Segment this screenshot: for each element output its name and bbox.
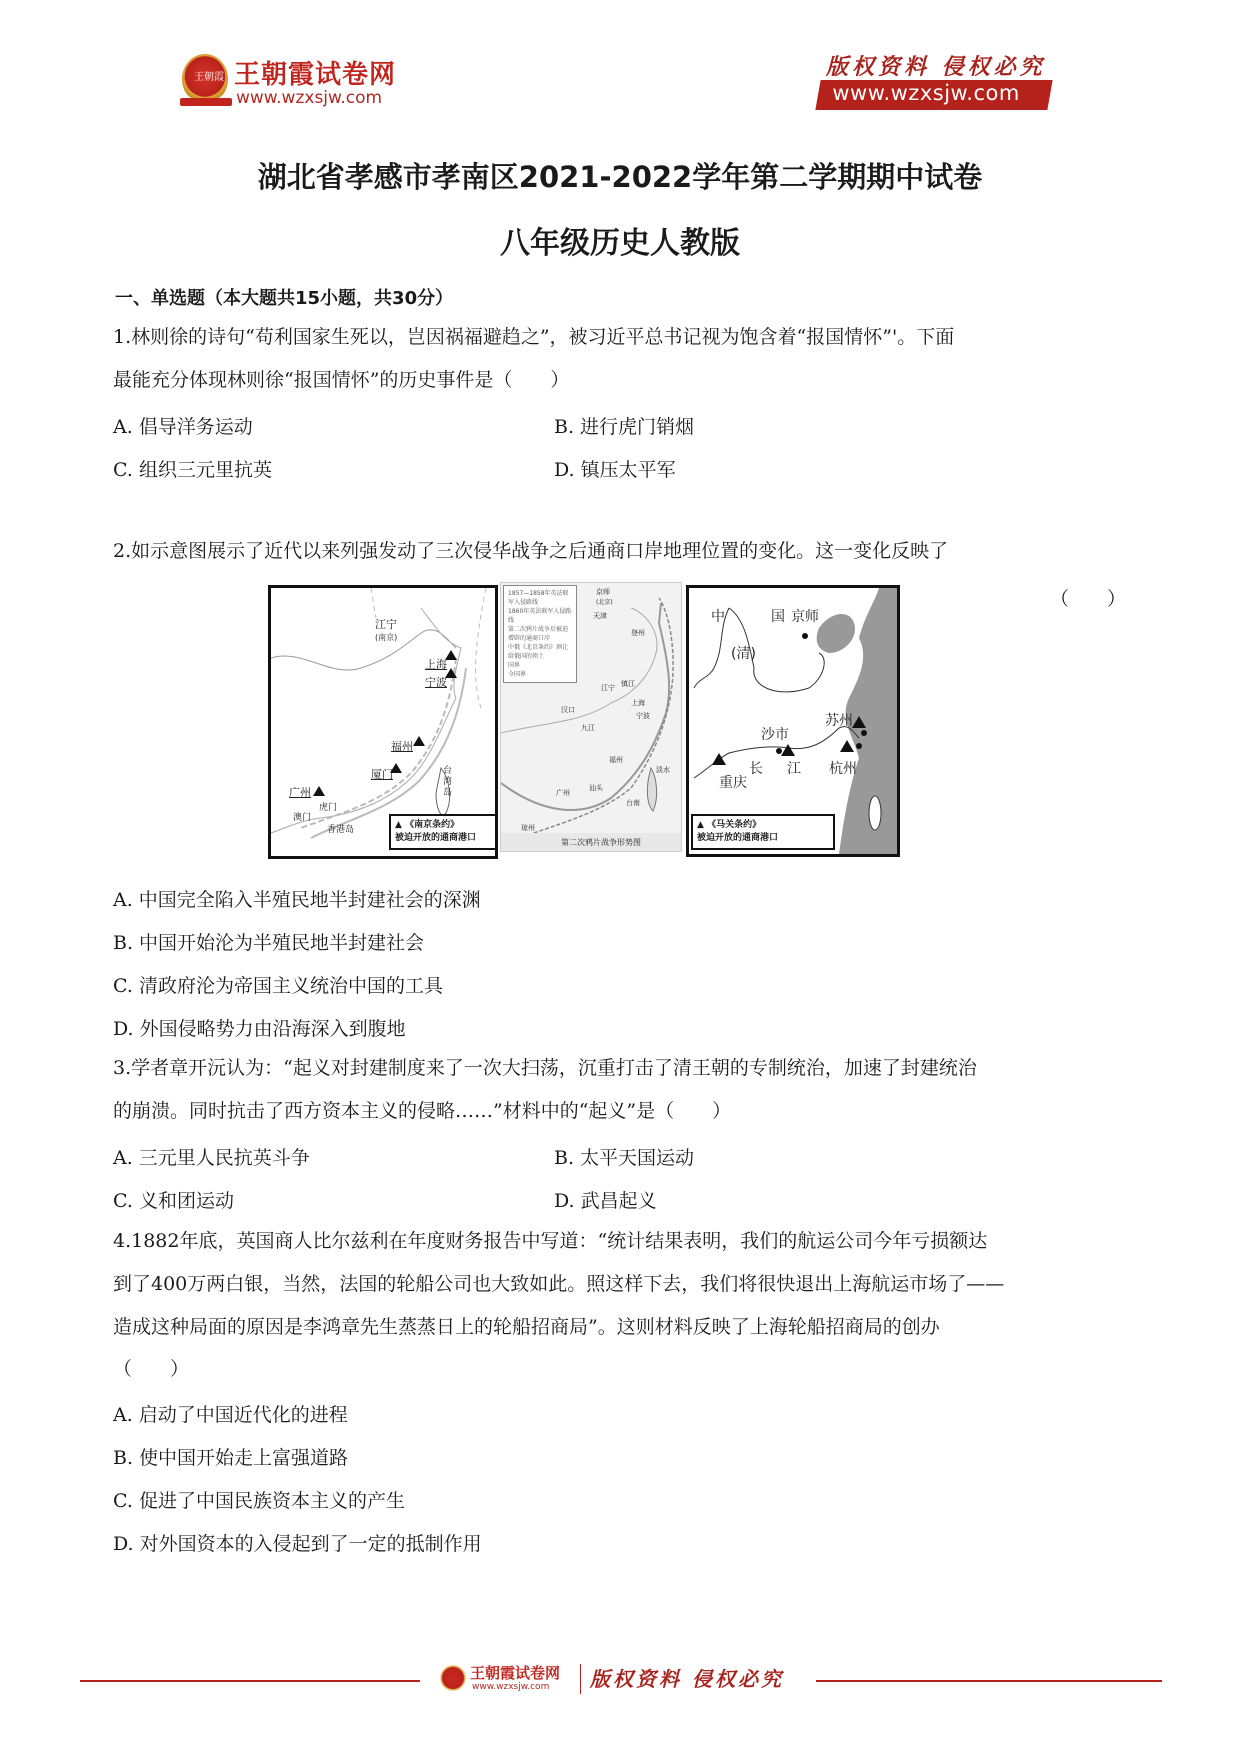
map-1-label: (南京) <box>375 633 398 642</box>
badge-text: 王朝霞 <box>194 72 224 83</box>
question-1-stem-line1: 1.林则徐的诗句“苟利国家生死以，岂因祸福避趋之”，被习近平总书记视为饱含着“报国情怀”'。下面 <box>113 326 955 348</box>
page-title: 湖北省孝感市孝南区2021-2022学年第二学期期中试卷 <box>257 160 983 194</box>
map-second-opium-war <box>500 582 682 852</box>
legend-item: 国界 <box>508 662 521 669</box>
question-1-stem-line2: 最能充分体现林则徐“报国情怀”的历史事件是（ ） <box>113 369 570 391</box>
map-3-label: 江 <box>787 761 801 777</box>
footer-brand-name: 王朝霞试卷网 <box>470 1664 561 1682</box>
map-1-label: 广州 <box>289 786 311 799</box>
question-3-option-a[interactable]: A. 三元里人民抗英斗争 <box>113 1147 310 1169</box>
copyright-notice: 版权资料 侵权必究 <box>826 54 1046 80</box>
map-1-label: 江宁 <box>375 618 397 631</box>
legend-item: 1857—1858年英法联军入侵路线 <box>508 590 569 606</box>
map-nanjing-treaty <box>268 585 498 859</box>
map-2-label: 登州 <box>631 629 645 637</box>
rights-url[interactable]: www.wzxsjw.com <box>832 81 1020 105</box>
rights-url-banner[interactable] <box>815 80 1052 110</box>
question-4-stem-line2: 到了400万两白银，当然，法国的轮船公司也大致如此。照这样下去，我们将很快退出上海航运市场了—— <box>113 1273 1005 1295</box>
question-1-option-d[interactable]: D. 镇压太平军 <box>554 459 676 481</box>
map-2-label: 镇江 <box>621 680 635 688</box>
footer-logo-badge-icon <box>440 1664 466 1692</box>
map-2-label: 上海 <box>631 699 645 707</box>
legend-item: 中俄《北京条约》割让给俄国的领土 <box>508 644 569 660</box>
map-2-label: 宁波 <box>636 712 650 720</box>
map-3-label: 杭州 <box>829 761 857 777</box>
question-4-option-b[interactable]: B. 使中国开始走上富强道路 <box>113 1447 349 1469</box>
legend-line: 《马关条约》 <box>707 820 762 830</box>
map-2-label: 江宁 <box>601 684 615 692</box>
question-3-option-d[interactable]: D. 武昌起义 <box>554 1190 657 1212</box>
map-3-label: 中 <box>711 609 725 625</box>
map-1-label: 厦门 <box>371 768 393 781</box>
map-3-label: 长 <box>749 761 763 777</box>
map-2-label: (北京) <box>596 599 613 606</box>
map-2-label: 广州 <box>556 789 570 797</box>
map-2-label: 汕头 <box>589 784 603 792</box>
question-4-stem-line3: 造成这种局面的原因是李鸿章先生蒸蒸日上的轮船招商局”。这则材料反映了上海轮船招商局的创办 <box>113 1316 940 1338</box>
logo-badge-icon <box>182 54 228 104</box>
footer-divider-left <box>80 1680 420 1682</box>
footer-copyright-notice: 版权资料 侵权必究 <box>590 1667 784 1691</box>
question-4-stem-line1: 4.1882年底，英国商人比尔兹利在年度财务报告中写道：“统计结果表明，我们的航运公司今年亏损额达 <box>113 1230 988 1252</box>
map-1-label: 上海 <box>425 658 447 671</box>
question-2-stem: 2.如示意图展示了近代以来列强发动了三次侵华战争之后通商口岸地理位置的变化。这一变化反映了 <box>113 540 949 562</box>
map-1-label: 澳门 <box>293 813 312 823</box>
map-2-label: 汉口 <box>561 706 575 714</box>
question-3-option-b[interactable]: B. 太平天国运动 <box>554 1147 695 1169</box>
map-2-legend <box>503 585 577 683</box>
question-1-option-a[interactable]: A. 倡导洋务运动 <box>113 416 253 438</box>
map-1-label: 香港岛 <box>327 825 355 835</box>
map-1-label: 福州 <box>391 740 413 753</box>
question-2-option-b[interactable]: B. 中国开始沦为半殖民地半封建社会 <box>113 932 425 954</box>
question-3-stem-line1: 3.学者章开沅认为：“起义对封建制度来了一次大扫荡，沉重打击了清王朝的专制统治，加速了封建统治 <box>113 1057 977 1079</box>
map-3-label: 京师 <box>791 609 819 625</box>
question-2-option-d[interactable]: D. 外国侵略势力由沿海深入到腹地 <box>113 1018 406 1040</box>
map-3-label: 沙市 <box>761 727 789 743</box>
brand-url[interactable]: www.wzxsjw.com <box>236 88 383 108</box>
logo-ribbon <box>180 98 232 106</box>
map-shimonoseki-treaty <box>686 585 900 857</box>
map-1-label: 宁波 <box>425 676 447 689</box>
footer-divider-right <box>816 1680 1162 1682</box>
legend-line: 《南京条约》 <box>405 820 460 830</box>
question-3-option-c[interactable]: C. 义和团运动 <box>113 1190 234 1212</box>
question-2-answer-blank: （ ） <box>1050 588 1127 610</box>
question-2-option-a[interactable]: A. 中国完全陷入半殖民地半封建社会的深渊 <box>113 889 481 911</box>
section-heading: 一、单选题（本大题共15小题，共30分） <box>115 288 454 309</box>
question-4-option-a[interactable]: A. 启动了中国近代化的进程 <box>113 1404 348 1426</box>
brand-name: 王朝霞试卷网 <box>234 60 397 90</box>
map-2-caption: 第二次鸦片战争形势图 <box>561 838 641 847</box>
map-3-label: (清) <box>731 646 756 662</box>
map-1-label: 虎门 <box>319 803 338 813</box>
map-2-label: 京师 <box>596 588 610 596</box>
legend-item: 1860年英法联军入侵路线 <box>508 608 572 624</box>
map-2-label: 台南 <box>626 799 640 807</box>
map-1-label: 台湾岛 <box>443 766 453 798</box>
footer-brand-url[interactable]: www.wzxsjw.com <box>472 1682 550 1692</box>
map-2-label: 天津 <box>593 612 607 620</box>
footer-separator <box>580 1664 581 1694</box>
question-1-option-b[interactable]: B. 进行虎门销烟 <box>554 416 695 438</box>
map-1-legend: ▲ 《南京条约》 被迫开放的通商港口 <box>389 814 498 850</box>
question-4-option-c[interactable]: C. 促进了中国民族资本主义的产生 <box>113 1490 405 1512</box>
page-subtitle: 八年级历史人教版 <box>500 226 740 261</box>
map-2-label: 福州 <box>609 756 623 764</box>
question-2-option-c[interactable]: C. 清政府沦为帝国主义统治中国的工具 <box>113 975 443 997</box>
question-3-stem-line2: 的崩溃。同时抗击了西方资本主义的侵略……”材料中的“起义”是（ ） <box>113 1100 732 1122</box>
map-2-label: 琼州 <box>521 824 535 832</box>
map-3-label: 苏州 <box>825 713 853 729</box>
map-3-label: 国 <box>771 609 785 625</box>
legend-item: 今国界 <box>508 671 527 678</box>
map-2-label: 九江 <box>581 724 595 732</box>
question-4-option-d[interactable]: D. 对外国资本的入侵起到了一定的抵制作用 <box>113 1533 482 1555</box>
map-2-label: 淡水 <box>656 766 670 774</box>
question-4-stem-line4: （ ） <box>113 1358 190 1380</box>
legend-line: 被迫开放的通商港口 <box>697 833 779 843</box>
map-3-legend: ▲ 《马关条约》 被迫开放的通商港口 <box>691 814 835 850</box>
legend-line: 被迫开放的通商港口 <box>395 833 477 843</box>
legend-item: 第二次鸦片战争后被迫增辟的通商口岸 <box>508 626 569 642</box>
question-1-option-c[interactable]: C. 组织三元里抗英 <box>113 459 272 481</box>
map-3-label: 重庆 <box>719 775 747 791</box>
